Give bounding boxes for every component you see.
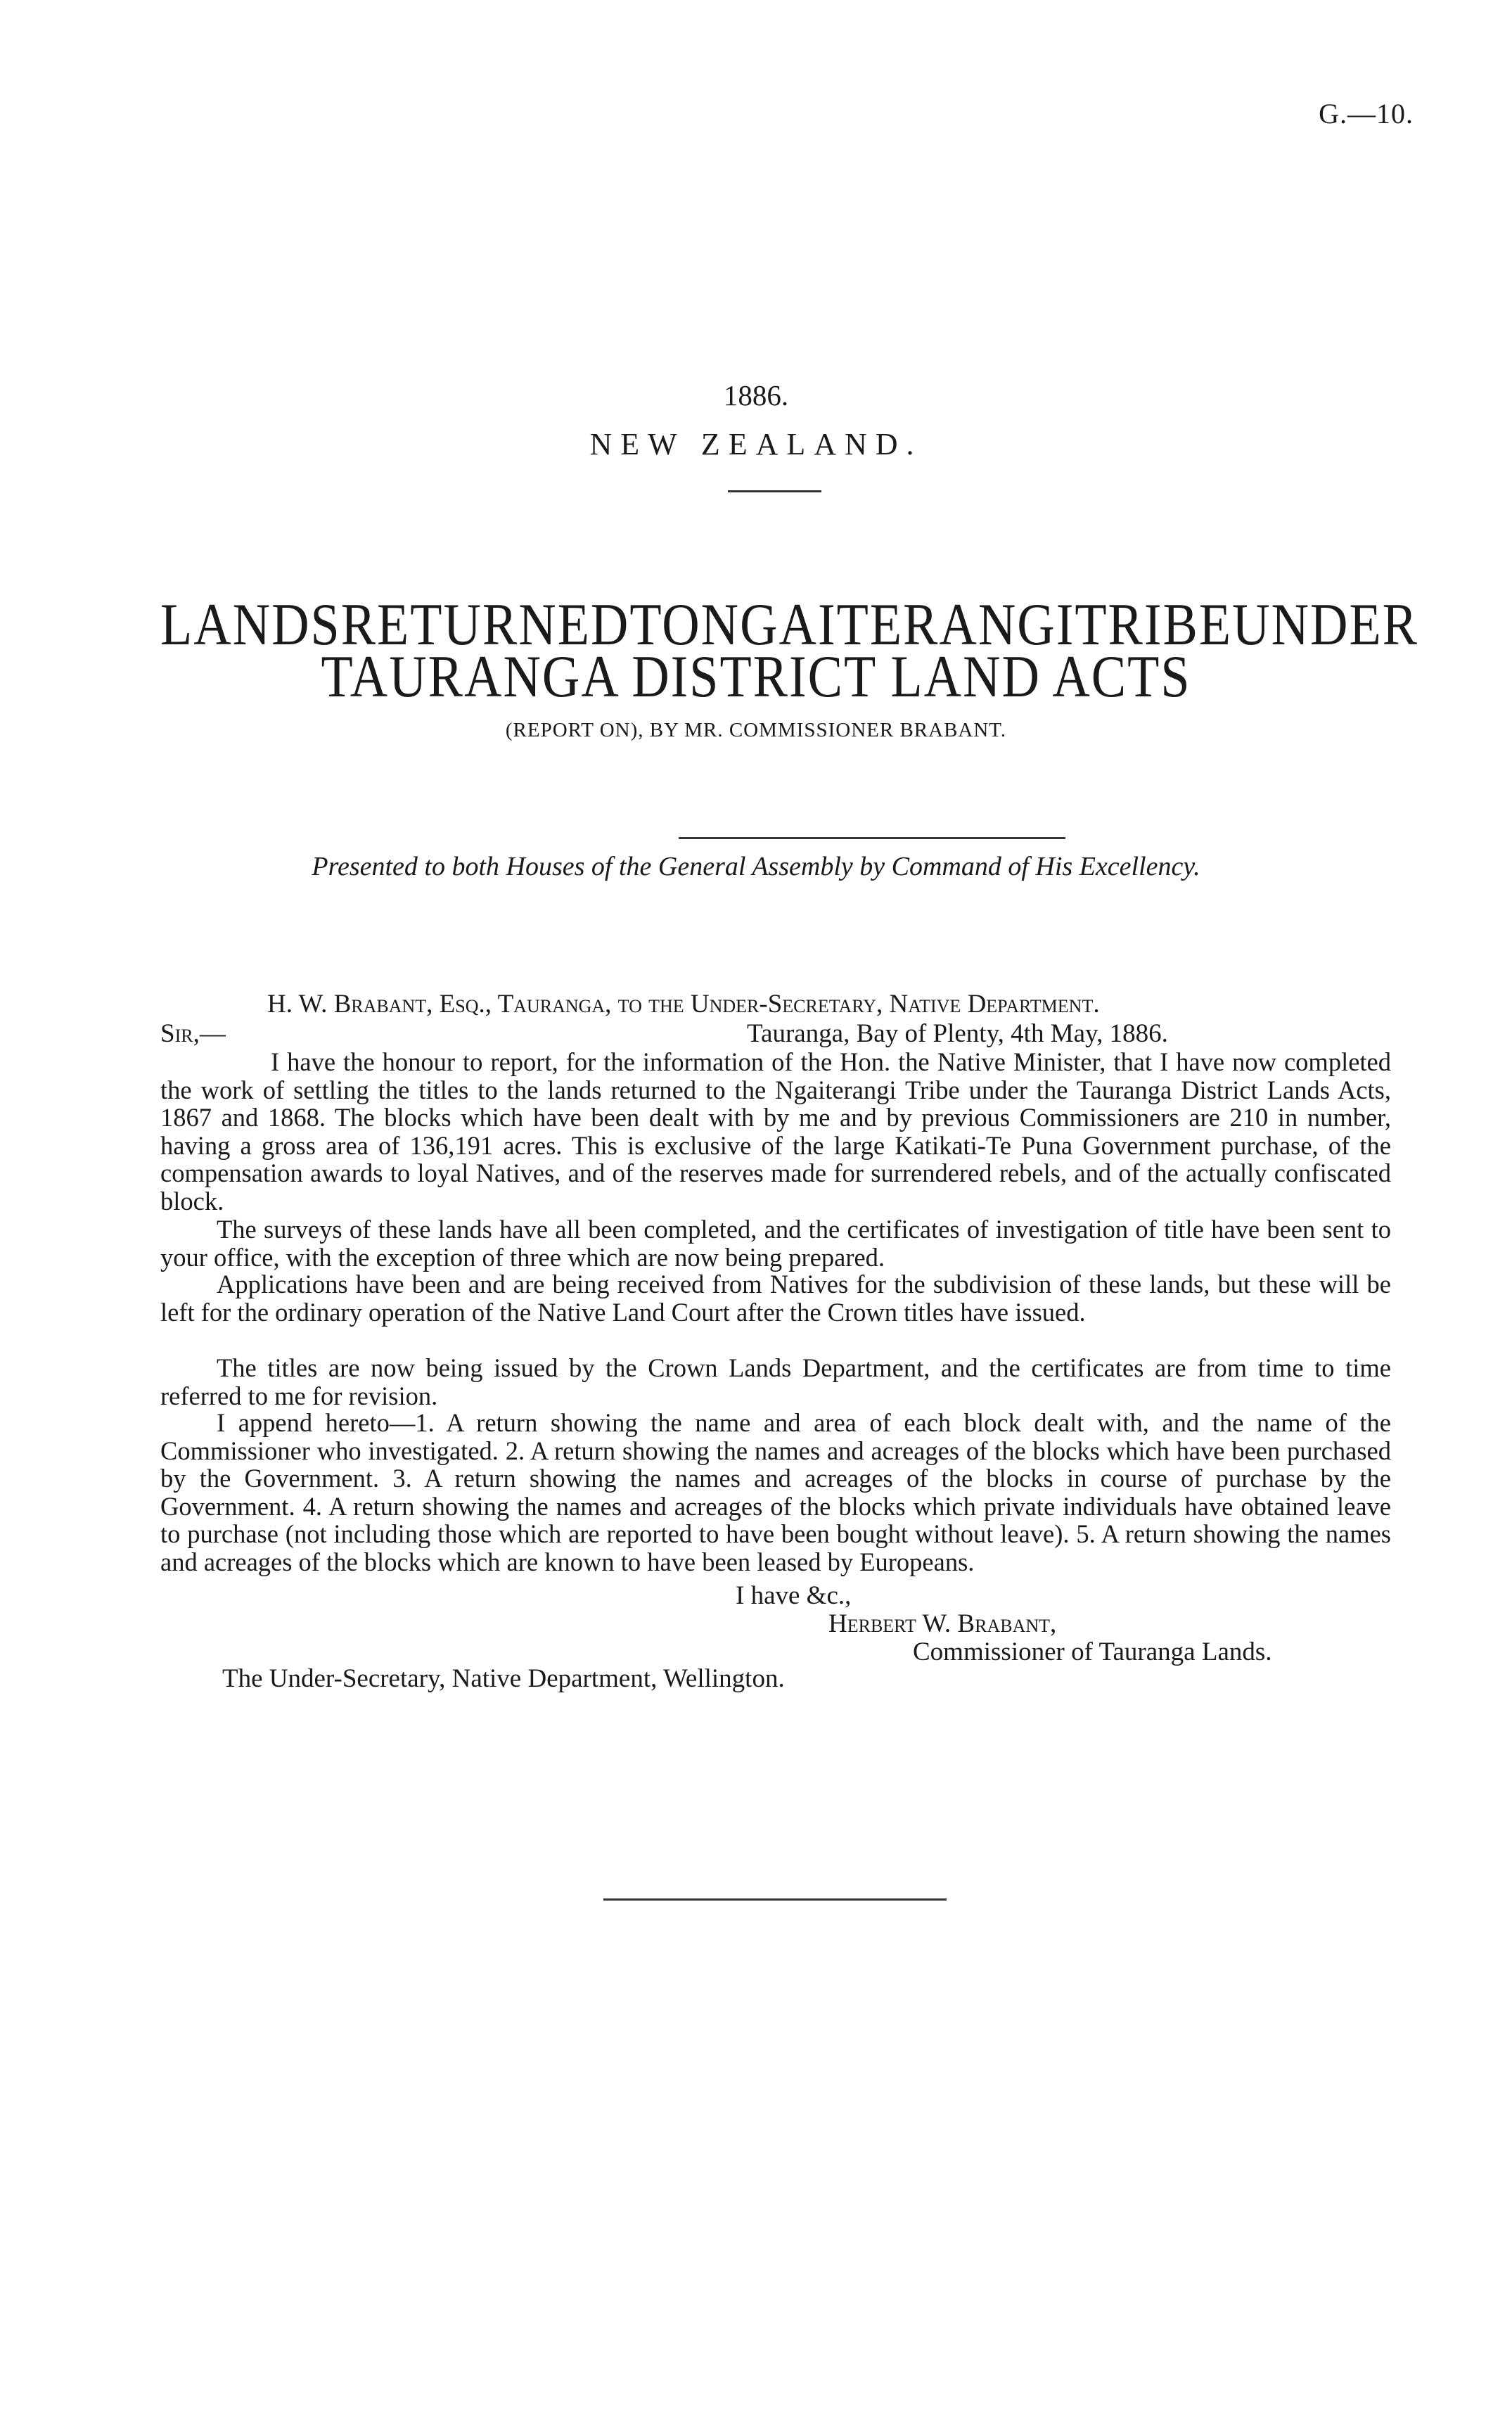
divider-rule bbox=[679, 837, 1065, 839]
title-line-2: TAURANGA DISTRICT LAND ACTS bbox=[321, 644, 1191, 710]
signer-title: Commissioner of Tauranga Lands. bbox=[913, 1637, 1272, 1666]
page-reference: G.—10. bbox=[1319, 98, 1414, 129]
letter-addressee: H. W. Brabant, Esq., Tauranga, to the Under-Secretary, Native Department. bbox=[267, 990, 1100, 1019]
letter-place-date: Tauranga, Bay of Plenty, 4th May, 1886. bbox=[747, 1019, 1168, 1048]
country-heading: NEW ZEALAND. bbox=[589, 427, 923, 461]
title-word: LANDS bbox=[160, 592, 341, 658]
letter-recipient: The Under-Secretary, Native Department, Wellington. bbox=[222, 1664, 785, 1693]
presented-line: Presented to both Houses of the General Assembly by Command of His Excellency. bbox=[312, 852, 1200, 881]
title-word: TRIBE bbox=[1075, 592, 1233, 658]
letter-paragraph: I have the honour to report, for the information of the Hon. the Native Minister, that I have now completed the work of settling the titles to the lands returned to the Ngaiterangi Tribe under the Tauranga District Lands Acts, 1867 and 1868. The blocks which have been dealt with by me and by previous Commissioners are 210 in number, having a gross area of 136,191 acres. This is exclusive of the large Katikati-Te Puna Government purchase, of the compensation awards to loyal Natives, and of the reserves made for surrendered rebels, and of the actually confiscated block. bbox=[160, 1047, 1391, 1215]
end-rule bbox=[603, 1898, 947, 1901]
divider-rule bbox=[728, 490, 821, 492]
letter-paragraph: The surveys of these lands have all been completed, and the certificates of investigation of title have been sent to your office, with the exception of three which are now being prepared. bbox=[160, 1215, 1391, 1272]
subtitle: (REPORT ON), BY MR. COMMISSIONER BRABANT. bbox=[505, 719, 1007, 741]
letter-signer: Herbert W. Brabant, bbox=[828, 1609, 1057, 1638]
letter-salutation: Sir,— bbox=[160, 1019, 226, 1048]
letter-paragraph: Applications have been and are being received from Natives for the subdivision of these lands, but these will be left for the ordinary operation of the Native Land Court after the Crown titles have issued. bbox=[160, 1270, 1391, 1327]
letter-paragraph: I append hereto—1. A return showing the name and area of each block dealt with, and the name of the Commissioner who investigated. 2. A return showing the names and acreages of the blocks which have been purchased by the Government. 3. A return showing the names and acreages of the blocks in course of purchase by the Government. 4. A return showing the names and acreages of the blocks which private individuals have obtained leave to purchase (not including those which are reported to have been bought without leave). 5. A return showing the names and acreages of the blocks which are known to have been leased by Europeans. bbox=[160, 1408, 1391, 1576]
letter-paragraph: The titles are now being issued by the Crown Lands Department, and the certificates are from time to time referred to me for revision. bbox=[160, 1353, 1391, 1410]
title-word: UNDER bbox=[1232, 592, 1419, 658]
title-word: TO bbox=[629, 592, 701, 658]
letter-closing: I have &c., bbox=[736, 1581, 852, 1610]
document-year: 1886. bbox=[723, 379, 789, 411]
title-word: NGAITERANGI bbox=[700, 592, 1075, 658]
title-word: RETURNED bbox=[340, 592, 630, 658]
